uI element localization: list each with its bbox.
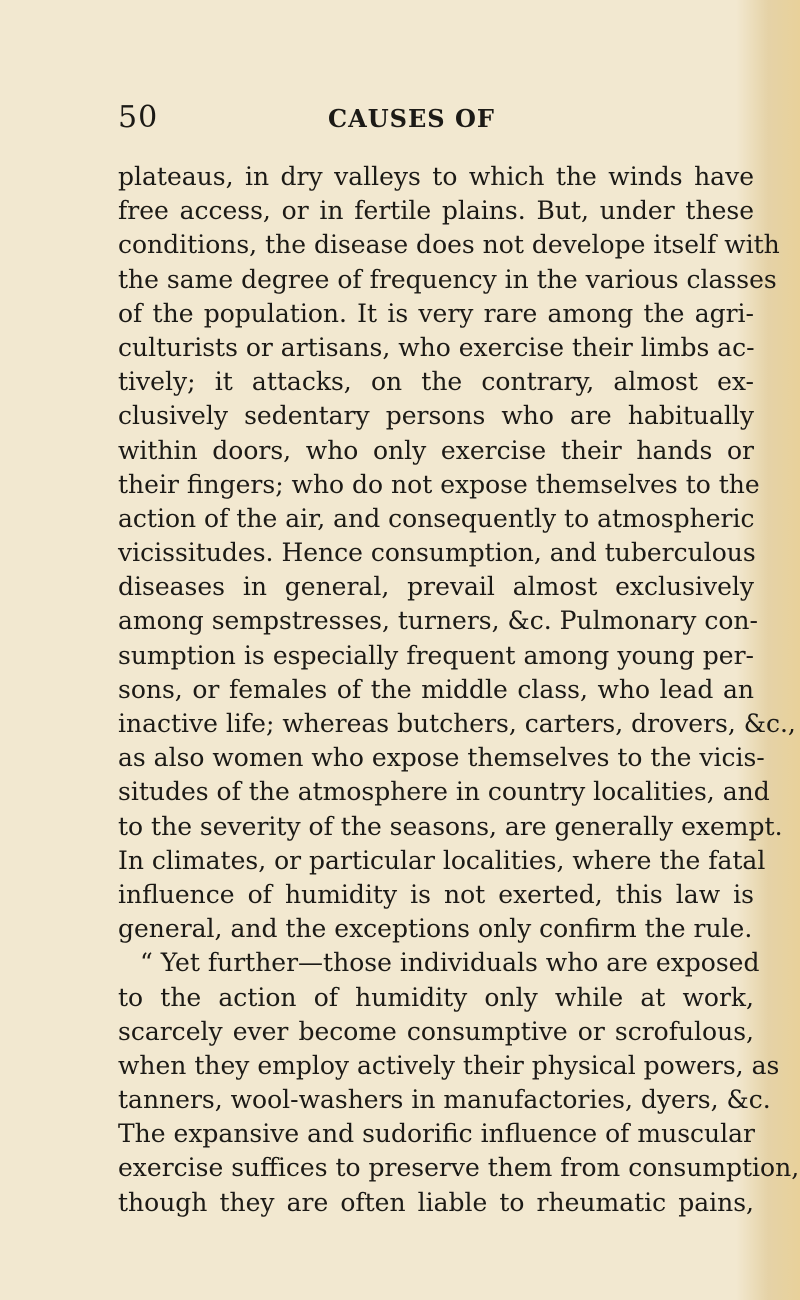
text-line: vicissitudes. Hence consumption, and tuberculous bbox=[118, 538, 756, 568]
text-line: the same degree of frequency in the various classes bbox=[118, 264, 777, 294]
text-line: “ Yet further—those individuals who are exposed bbox=[140, 948, 760, 978]
text-line: to the severity of the seasons, are generally exempt. bbox=[118, 811, 783, 841]
text-line: clusively sedentary persons who are habitually bbox=[118, 401, 754, 431]
text-line: inactive life; whereas butchers, carters, drovers, &c., bbox=[118, 709, 796, 738]
body-text bbox=[118, 160, 800, 1220]
page-number: 50 bbox=[118, 100, 159, 135]
text-line: general, and the exceptions only confirm the rule. bbox=[118, 914, 753, 944]
running-head: CAUSES OF bbox=[328, 104, 495, 133]
text-line: influence of humidity is not exerted, this law is bbox=[118, 879, 754, 909]
text-line: sumption is especially frequent among young per- bbox=[118, 640, 754, 670]
text-line: when they employ actively their physical powers, as bbox=[118, 1050, 780, 1080]
text-line: exercise suffices to preserve them from consumption, bbox=[118, 1153, 800, 1183]
text-line: tively; it attacks, on the contrary, almost ex- bbox=[118, 367, 754, 397]
text-line: to the action of humidity only while at work, bbox=[118, 982, 754, 1012]
text-line: In climates, or particular localities, where the fatal bbox=[118, 845, 766, 875]
text-line: sons, or females of the middle class, who lead an bbox=[118, 674, 754, 704]
text-line: diseases in general, prevail almost exclusively bbox=[118, 572, 754, 602]
text-line: free access, or in fertile plains. But, under these bbox=[118, 196, 754, 226]
page-header bbox=[118, 100, 758, 140]
text-line: as also women who expose themselves to the vicis- bbox=[118, 743, 765, 773]
text-line: The expansive and sudorific influence of muscular bbox=[118, 1119, 755, 1149]
text-line: though they are often liable to rheumatic pains, bbox=[118, 1187, 754, 1217]
text-line: plateaus, in dry valleys to which the winds have bbox=[118, 162, 754, 191]
text-line: tanners, wool-washers in manufactories, dyers, &c. bbox=[118, 1085, 771, 1115]
text-line: their fingers; who do not expose themselves to the bbox=[118, 469, 760, 499]
text-line: scarcely ever become consumptive or scrofulous, bbox=[118, 1016, 754, 1046]
text-line: among sempstresses, turners, &c. Pulmonary con- bbox=[118, 606, 758, 636]
text-line: of the population. It is very rare among the agri- bbox=[118, 298, 754, 328]
text-line: within doors, who only exercise their hands or bbox=[118, 435, 754, 465]
text-line: situdes of the atmosphere in country localities, and bbox=[118, 777, 770, 807]
text-line: conditions, the disease does not develope itself with bbox=[118, 230, 780, 260]
text-line: culturists or artisans, who exercise their limbs ac- bbox=[118, 332, 755, 362]
text-line: action of the air, and consequently to atmospheric bbox=[118, 503, 755, 533]
